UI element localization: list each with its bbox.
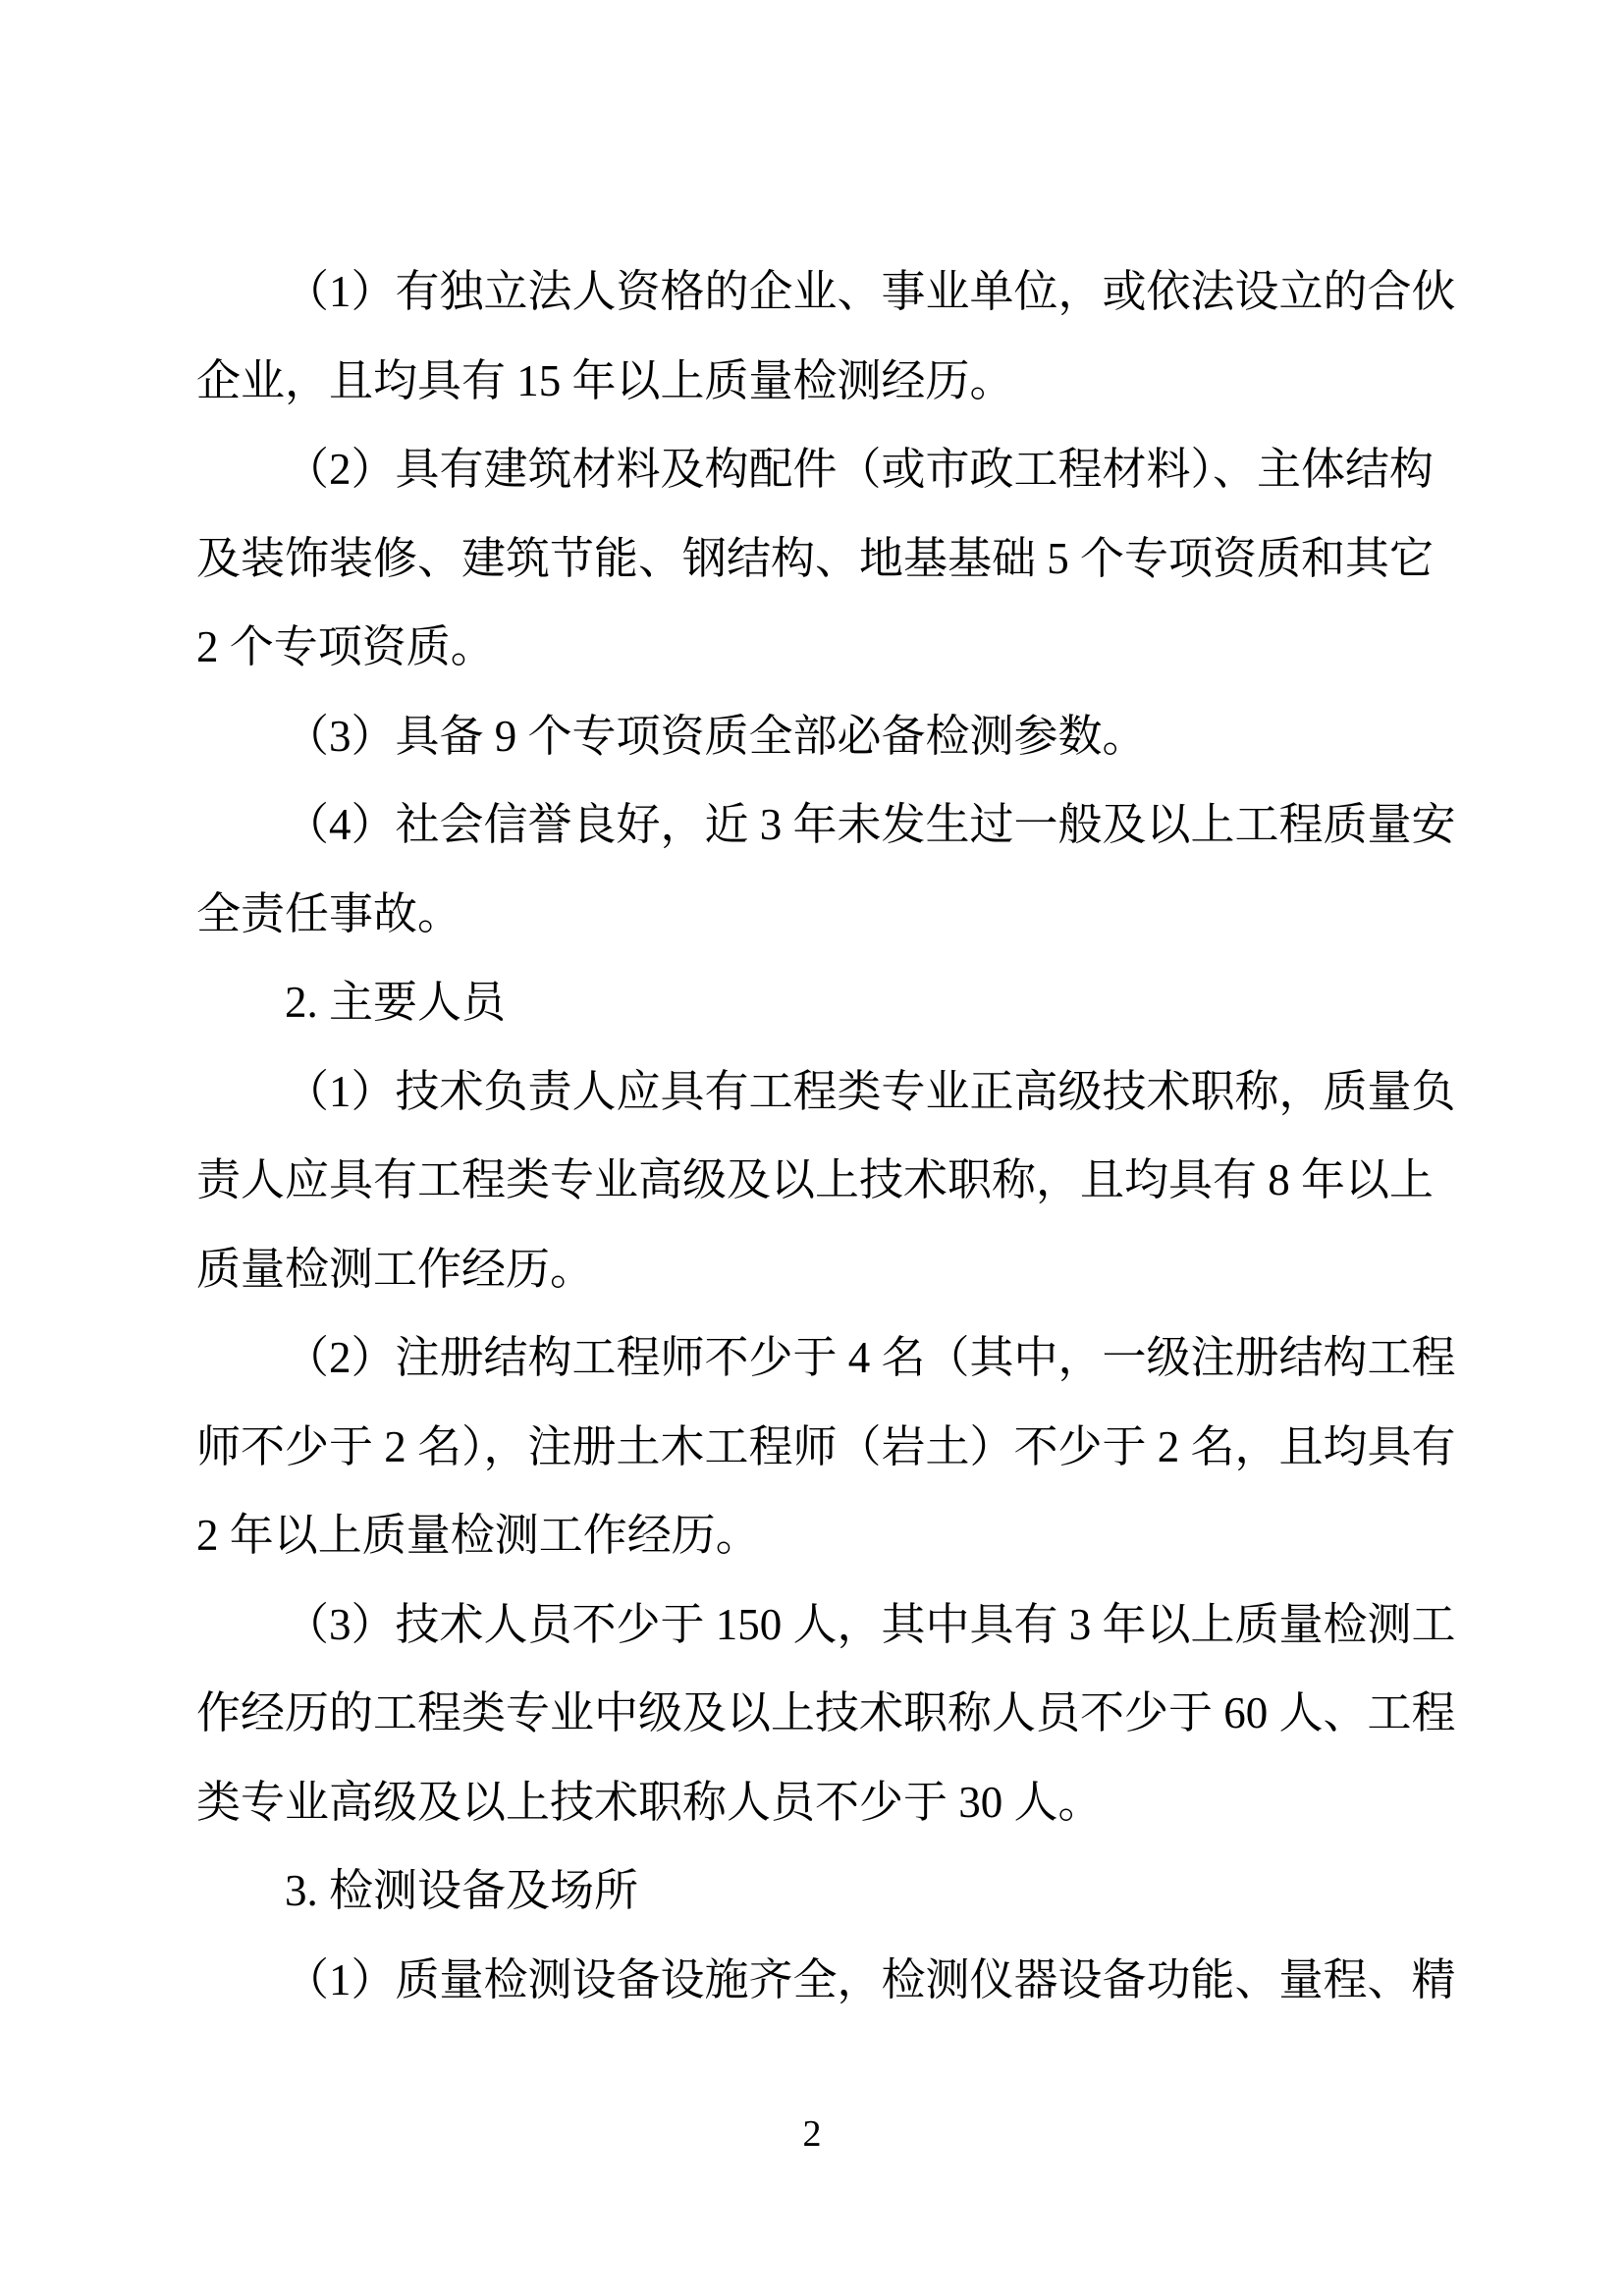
text-line: （3）具备 9 个专项资质全部必备检测参数。: [285, 711, 1147, 761]
text-line: （1）质量检测设备设施齐全，检测仪器设备功能、量程、精: [285, 1954, 1456, 2004]
text-line: 师不少于 2 名），注册土木工程师（岩土）不少于 2 名，且均具有: [196, 1421, 1456, 1471]
text-line: 全责任事故。: [196, 888, 462, 938]
document-body: [196, 247, 1456, 2024]
text-line: 2 年以上质量检测工作经历。: [196, 1511, 760, 1560]
text-line: 2 个专项资质。: [196, 622, 495, 671]
text-line: 类专业高级及以上技术职称人员不少于 30 人。: [196, 1777, 1103, 1827]
text-line: （4）社会信誉良好，近 3 年未发生过一般及以上工程质量安: [285, 800, 1456, 849]
text-line: （1）有独立法人资格的企业、事业单位，或依法设立的合伙: [285, 267, 1456, 316]
page-number: 2: [802, 2113, 822, 2155]
text-line: 责人应具有工程类专业高级及以上技术职称，且均具有 8 年以上: [196, 1155, 1435, 1204]
section-heading-line: 2. 主要人员: [285, 978, 507, 1027]
section-heading-line: 3. 检测设备及场所: [285, 1866, 639, 1915]
text-line: （1）技术负责人应具有工程类专业正高级技术职称，质量负: [285, 1066, 1456, 1116]
text-line: （2）注册结构工程师不少于 4 名（其中，一级注册结构工程: [285, 1333, 1456, 1382]
text-line: 质量检测工作经历。: [196, 1244, 595, 1294]
text-line: 作经历的工程类专业中级及以上技术职称人员不少于 60 人、工程: [196, 1688, 1456, 1737]
text-line: （3）技术人员不少于 150 人，其中具有 3 年以上质量检测工: [285, 1599, 1456, 1649]
text-line: 及装饰装修、建筑节能、钢结构、地基基础 5 个专项资质和其它: [196, 533, 1435, 583]
text-line: （2）具有建筑材料及构配件（或市政工程材料）、主体结构: [285, 445, 1435, 494]
text-line: 企业，且均具有 15 年以上质量检测经历。: [196, 355, 1014, 405]
